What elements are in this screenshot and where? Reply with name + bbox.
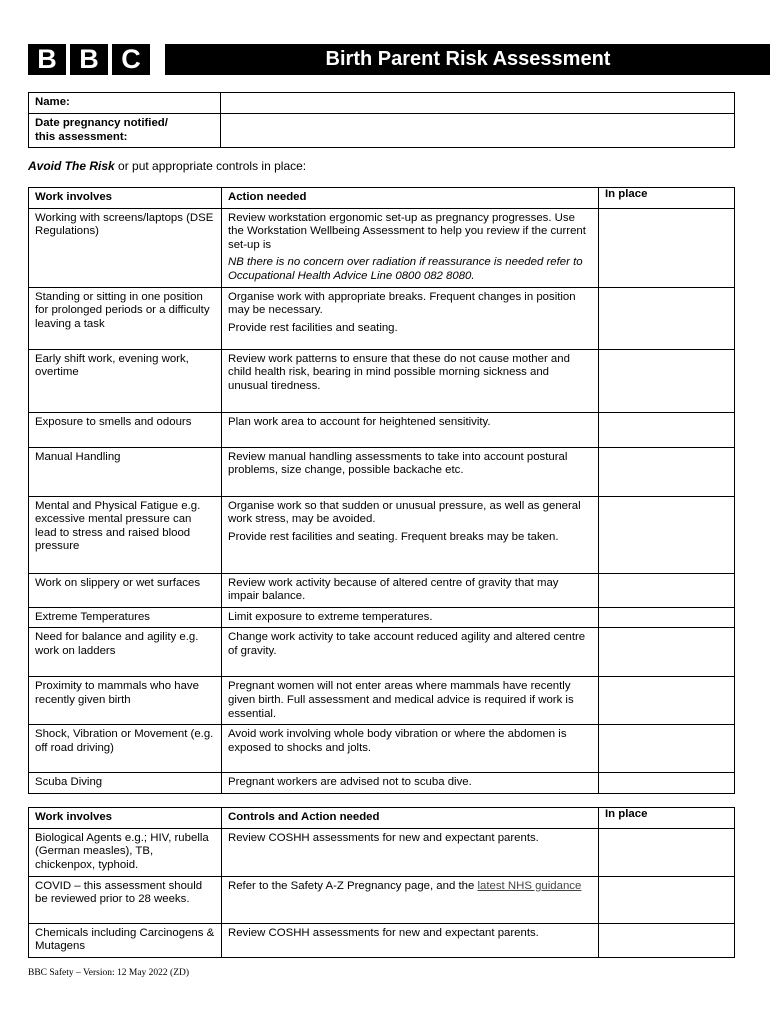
intro-text: Avoid The Risk or put appropriate controls in place: <box>28 159 307 173</box>
table-row: Biological Agents e.g.; HIV, rubella (German measles), TB, chickenpox, typhoid. Review COSHH assessments for new and expectant parents. <box>29 828 735 876</box>
info-table <box>28 92 735 148</box>
table-row: Mental and Physical Fatigue e.g. excessive mental pressure can lead to stress and raised blood pressure Organise work so that sudden or unusual pressure, as well as general work stress, may be avoided. Provide rest facilities and seating. Frequent breaks may be taken. <box>29 496 735 573</box>
in-place-cell[interactable] <box>599 628 735 677</box>
logo-letter: B <box>28 44 66 75</box>
note-text: NB there is no concern over radiation if reassurance is needed refer to Occupational Health Advice Line 0800 082 8080. <box>228 256 583 282</box>
in-place-cell[interactable] <box>599 496 735 573</box>
col-header-controls: Controls and Action needed <box>222 808 599 829</box>
table-row: Extreme Temperatures Limit exposure to extreme temperatures. <box>29 607 735 628</box>
in-place-cell[interactable] <box>599 828 735 876</box>
name-label: Name: <box>29 93 221 114</box>
risk-table <box>28 187 735 794</box>
in-place-cell[interactable] <box>599 573 735 607</box>
table-row: Proximity to mammals who have recently given birth Pregnant women will not enter areas where mammals have recently given birth. Full assessment and medical advice is required if work is essential. <box>29 677 735 725</box>
bbc-logo <box>28 44 150 75</box>
table-row: Exposure to smells and odours Plan work area to account for heightened sensitivity. <box>29 412 735 447</box>
table-row: Scuba Diving Pregnant workers are advised not to scuba dive. <box>29 773 735 794</box>
table-row: Work on slippery or wet surfaces Review work activity because of altered centre of gravity that may impair balance. <box>29 573 735 607</box>
in-place-cell[interactable] <box>599 876 735 923</box>
in-place-cell[interactable] <box>599 287 735 349</box>
in-place-cell[interactable] <box>599 725 735 773</box>
nhs-guidance-link[interactable]: latest NHS guidance <box>477 879 582 892</box>
in-place-cell[interactable] <box>599 447 735 496</box>
logo-letter: C <box>112 44 150 75</box>
date-field[interactable] <box>221 114 735 148</box>
footer-version: BBC Safety – Version: 12 May 2022 (ZD) <box>28 968 190 978</box>
col-header-work: Work involves <box>29 188 222 209</box>
table-row: Early shift work, evening work, overtime Review work patterns to ensure that these do not cause mother and child health risk, bearing in mind possible morning sickness and unusual tiredness. <box>29 349 735 412</box>
in-place-cell[interactable] <box>599 923 735 957</box>
controls-table <box>28 807 735 958</box>
col-header-in-place: In place <box>599 188 735 209</box>
in-place-cell[interactable] <box>599 607 735 628</box>
table-row: Need for balance and agility e.g. work on ladders Change work activity to take account reduced agility and altered centre of gravity. <box>29 628 735 677</box>
in-place-cell[interactable] <box>599 349 735 412</box>
table-row: Working with screens/laptops (DSE Regulations) Review workstation ergonomic set-up as pregnancy progresses. Use the Workstation Wellbeing Assessment to help you review if the current set-up is NB there is no concern over radiation if reassurance is needed refer to Occupational Health Advice Line 0800 082 8080. <box>29 208 735 287</box>
col-header-in-place: In place <box>599 808 735 829</box>
name-field[interactable] <box>221 93 735 114</box>
in-place-cell[interactable] <box>599 773 735 794</box>
page-title: Birth Parent Risk Assessment <box>165 44 770 75</box>
col-header-work: Work involves <box>29 808 222 829</box>
in-place-cell[interactable] <box>599 208 735 287</box>
date-label: Date pregnancy notified/ this assessment: <box>29 114 221 148</box>
table-row: Chemicals including Carcinogens & Mutagens Review COSHH assessments for new and expectant parents. <box>29 923 735 957</box>
table-row: Standing or sitting in one position for prolonged periods or a difficulty leaving a task Organise work with appropriate breaks. Frequent changes in position may be necessary. Provide rest facilities and seating. <box>29 287 735 349</box>
logo-letter: B <box>70 44 108 75</box>
in-place-cell[interactable] <box>599 412 735 447</box>
table-row: Manual Handling Review manual handling assessments to take into account postural problems, size change, possible backache etc. <box>29 447 735 496</box>
table-row: COVID – this assessment should be reviewed prior to 28 weeks. Refer to the Safety A-Z Pregnancy page, and the latest NHS guidance <box>29 876 735 923</box>
in-place-cell[interactable] <box>599 677 735 725</box>
col-header-action: Action needed <box>222 188 599 209</box>
table-row: Shock, Vibration or Movement (e.g. off road driving) Avoid work involving whole body vibration or where the abdomen is exposed to shocks and jolts. <box>29 725 735 773</box>
